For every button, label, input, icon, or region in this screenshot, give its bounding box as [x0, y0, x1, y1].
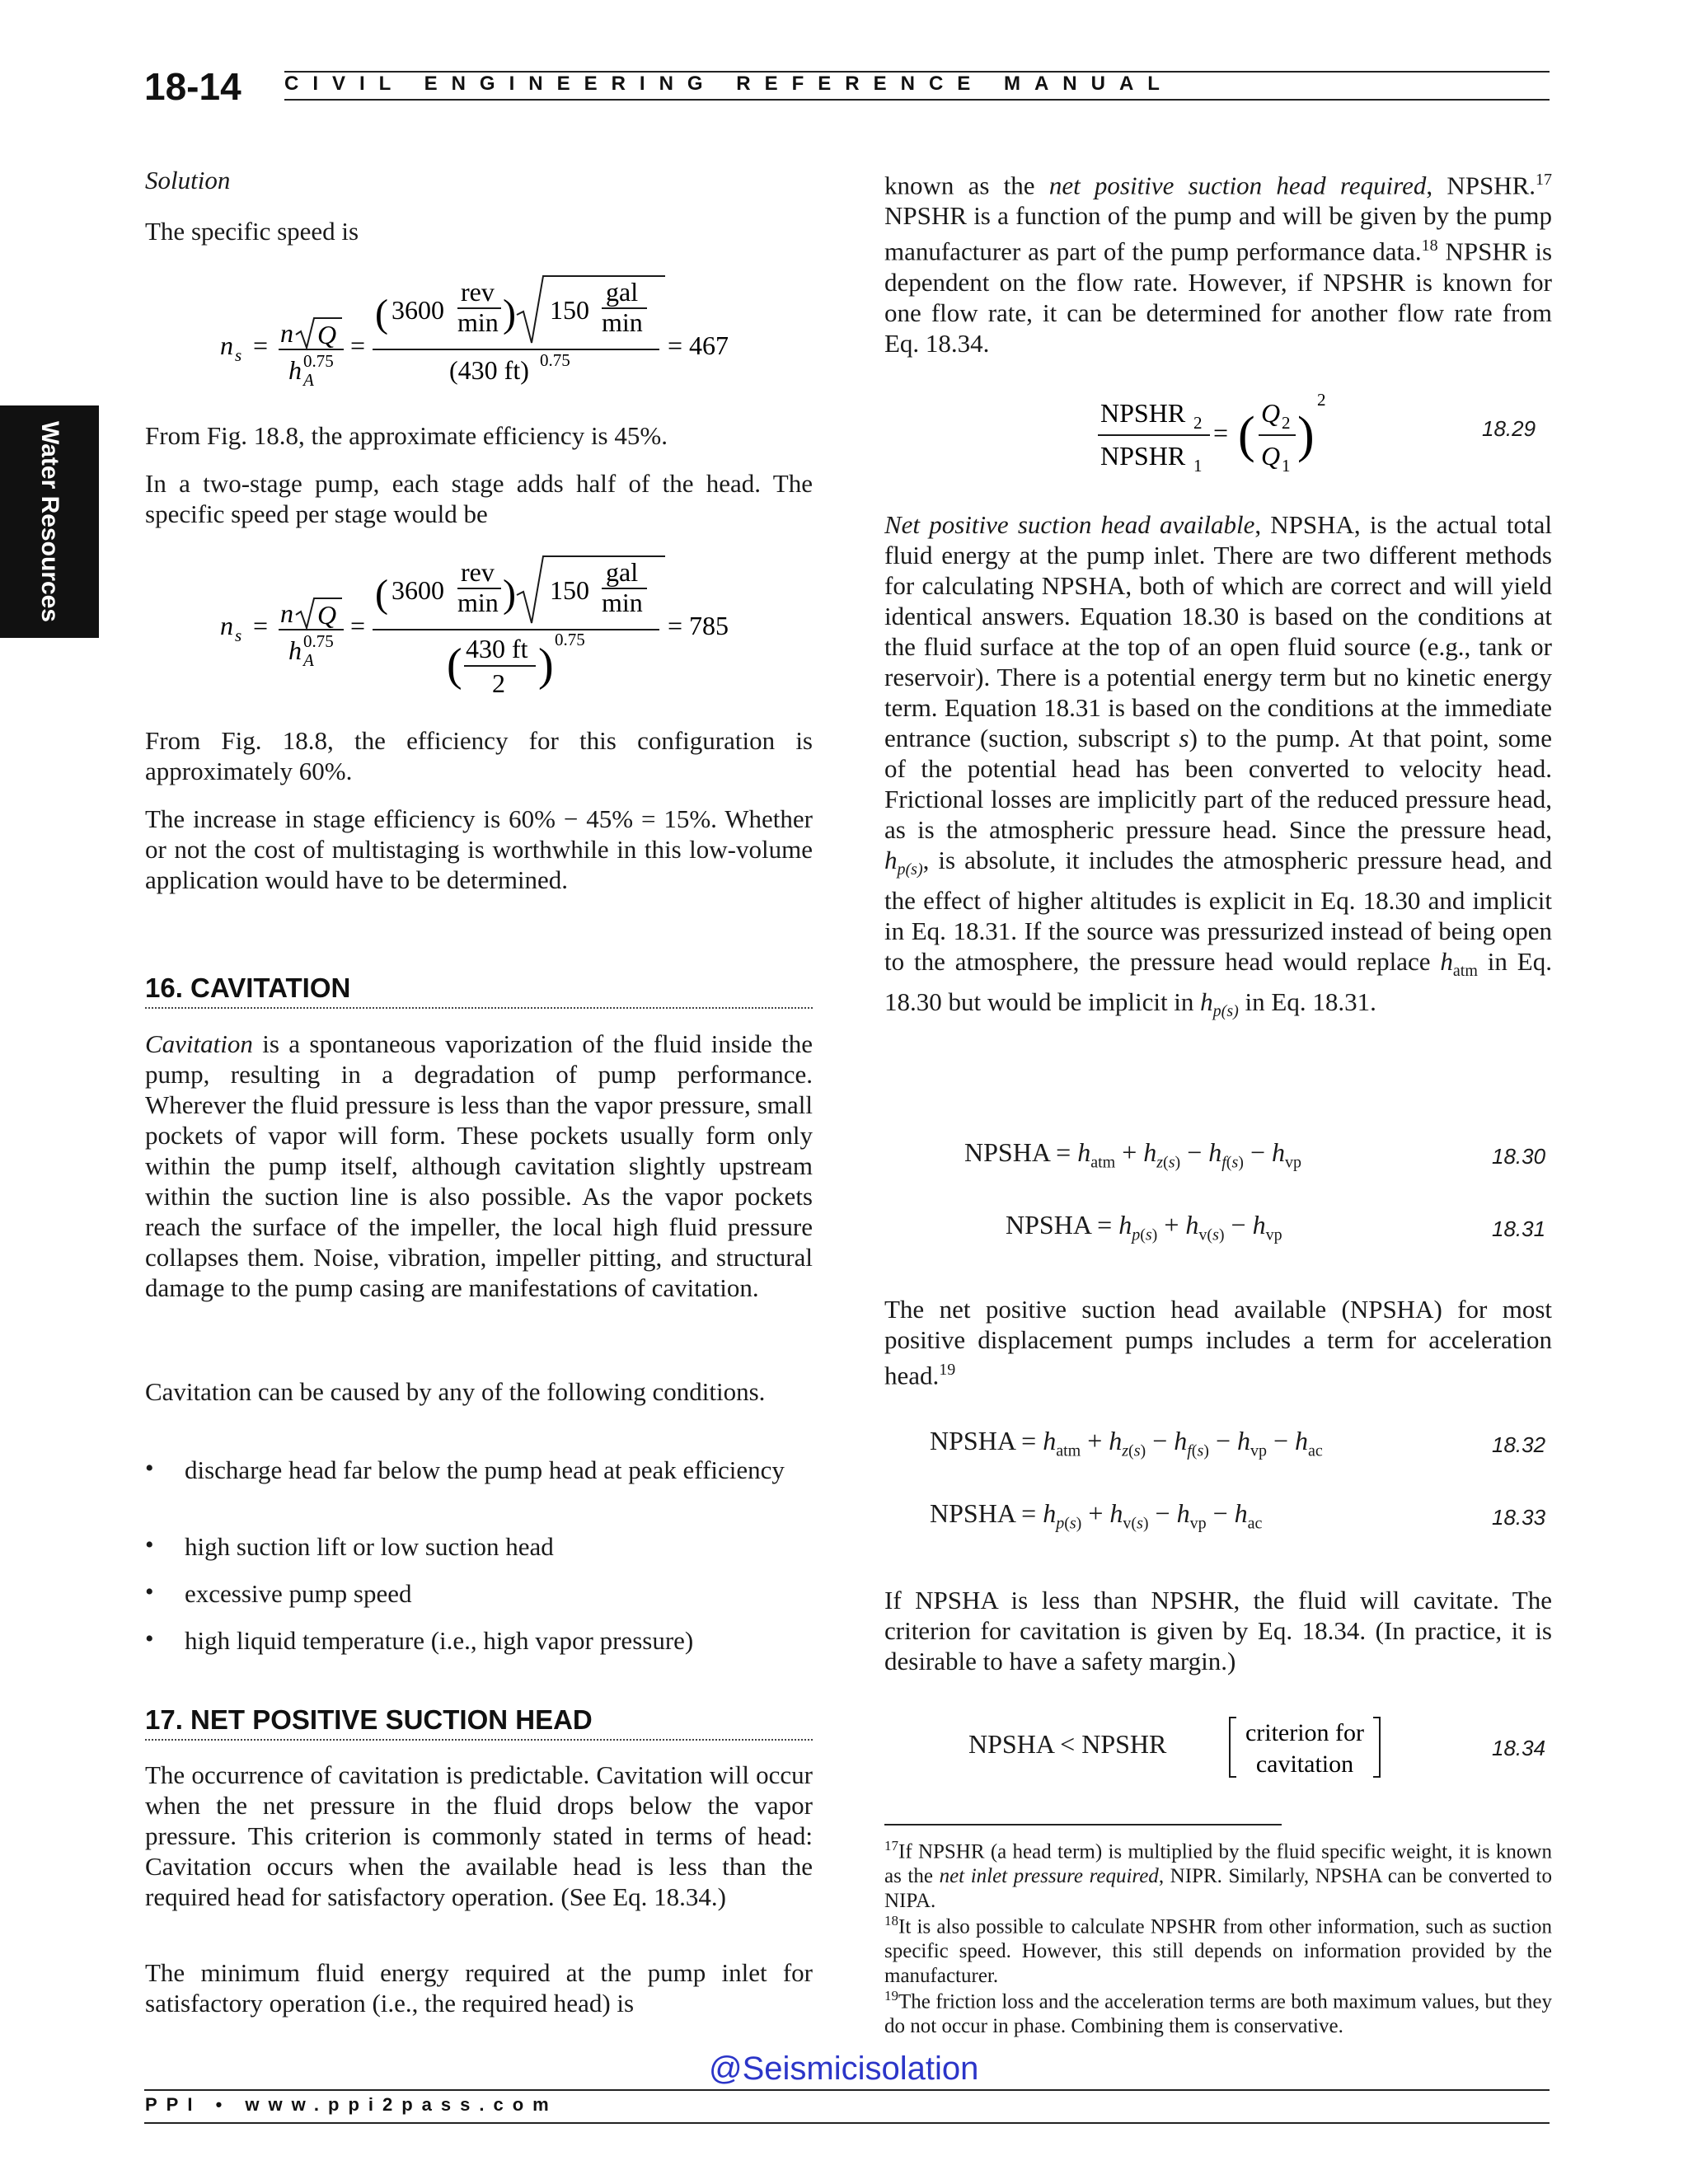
svg-text:(430 ft): (430 ft): [449, 355, 529, 385]
svg-text:1: 1: [1193, 456, 1203, 476]
section-dotted-rule: [145, 1007, 813, 1009]
equation-18-32: NPSHA = $h_{atm} + h_{z(s)} - h_{f(s)} - h_{vp} - h_{ac}$: [930, 1426, 1323, 1460]
svg-text:430 ft: 430 ft: [466, 634, 528, 663]
svg-text:gal: gal: [606, 557, 639, 587]
svg-text:): ): [503, 292, 516, 335]
svg-text:=: =: [1213, 418, 1229, 448]
list-item: high liquid temperature (i.e., high vapor pressure): [185, 1626, 694, 1655]
running-title: CIVIL ENGINEERING REFERENCE MANUAL: [284, 73, 1174, 95]
paragraph-occurrence: The occurrence of cavitation is predictable. Cavitation will occur when the net pressure in the fluid drops below the vapor pressure. This criterion is commonly stated in terms of head: Cavitation occurs when the available head is less than the required head for satisfactory operation. (See Eq. 18.34.): [145, 1760, 813, 1911]
svg-text:Q: Q: [317, 320, 337, 349]
section-heading-npsh: 17. NET POSITIVE SUCTION HEAD: [145, 1704, 593, 1735]
svg-text:2: 2: [1282, 413, 1291, 433]
svg-text:cavitation: cavitation: [1255, 1750, 1354, 1778]
svg-text:gal: gal: [606, 277, 639, 307]
equation-number: 18.33: [1492, 1505, 1546, 1530]
svg-text:2: 2: [492, 668, 505, 698]
footnote-19: $^{19}$The friction loss and the acceleration terms are both maximum values, but they do not occur in phase. Combining them is conservative.: [884, 1988, 1552, 2038]
svg-text:(: (: [375, 572, 388, 616]
paragraph-cavitation: Cavitation is a spontaneous vaporization of the fluid inside the pump, resulting in a degradation of pump performance. Wherever the fluid pressure is less than the vapor pressure, small pockets of vapor will form. These pockets usually form only within the pump itself, although cavitation slightly upstream within the suction line is also possible. As the vapor pockets reach the surface of the impeller, the local high fluid pressure collapses them. Noise, vibration, impeller pitting, and structural damage to the pump casing are manifestations of cavitation.: [145, 1029, 813, 1302]
svg-text:Q: Q: [317, 600, 337, 630]
svg-text:h: h: [288, 635, 302, 665]
svg-text:A: A: [303, 370, 314, 390]
footnote-18: $^{18}$It is also possible to calculate NPSHR from other information, such as suction specific speed. However, this still depends on information provided by the manufacturer.: [884, 1913, 1552, 1988]
svg-text:Q: Q: [1261, 398, 1281, 428]
svg-text:0.75: 0.75: [540, 350, 570, 370]
paragraph-cavitation-causes: Cavitation can be caused by any of the following conditions.: [145, 1377, 766, 1406]
svg-text:0.75: 0.75: [555, 630, 585, 649]
footer-publisher: PPI • www.ppi2pass.com: [145, 2094, 558, 2115]
svg-text:=: =: [253, 611, 269, 640]
svg-text:=: =: [350, 611, 366, 640]
svg-text:min: min: [602, 307, 643, 337]
svg-text:2: 2: [1317, 390, 1326, 410]
svg-text:min: min: [457, 588, 499, 617]
svg-text:3600: 3600: [392, 295, 444, 325]
svg-text:=: =: [350, 330, 366, 360]
list-item: discharge head far below the pump head at peak efficiency: [185, 1455, 785, 1484]
footnote-rule: [884, 1824, 1282, 1825]
watermark: @Seismicisolation: [709, 2050, 979, 2087]
equation-number: 18.31: [1492, 1216, 1546, 1241]
solution-label: Solution: [145, 166, 231, 194]
svg-text:criterion for: criterion for: [1245, 1719, 1365, 1746]
svg-text:(: (: [1238, 407, 1255, 463]
svg-text:2: 2: [1193, 413, 1203, 433]
equation-18-31: NPSHA = $h_{p(s)} + h_{v(s)} - h_{vp}$: [1006, 1210, 1282, 1244]
bullet-dot: •: [145, 1578, 154, 1605]
svg-text:A: A: [303, 650, 314, 670]
svg-text:min: min: [457, 307, 499, 337]
paragraph-efficiency-config: From Fig. 18.8, the efficiency for this configuration is approximately 60%.: [145, 726, 813, 785]
paragraph-specific-speed: The specific speed is: [145, 217, 359, 246]
paragraph-cavitation-criterion: If NPSHA is less than NPSHR, the fluid will cavitate. The criterion for cavitation is given by Eq. 18.34. (In practice, it is desirable to have a safety margin.): [884, 1586, 1552, 1675]
svg-text:=: =: [253, 330, 269, 360]
bullet-dot: •: [145, 1455, 154, 1482]
svg-text:): ): [1297, 407, 1315, 463]
svg-text:NPSHR: NPSHR: [1100, 398, 1186, 428]
svg-text:(: (: [375, 292, 388, 335]
bullet-dot: •: [145, 1531, 154, 1558]
svg-text:): ): [538, 640, 554, 691]
svg-text:= 785: = 785: [668, 611, 729, 640]
paragraph-npsha: Net positive suction head available, NPSHA, is the actual total fluid energy at the pump inlet. There are two different methods for calculating NPSHA, both of which are correct and will yield identical answers. Equation 18.30 is based on the conditions at the fluid surface at the top of an open fluid source (e.g., tank or reservoir). There is a potential energy term but no kinetic energy term. Equation 18.31 is based on the conditions at the immediate entrance (suction, subscript s) to the pump. At that point, some of the potential head has been converted to velocity head. Frictional losses are implicitly part of the reduced pressure head, as is the atmospheric pressure head. Since the pressure head, $h_{p(s)}$, is absolute, it includes the atmospheric pressure head, and the effect of higher altitudes is explicit in Eq. 18.30 and implicit in Eq. 18.31. If the source was pressurized instead of being open to the atmosphere, the pressure head would replace $h_{atm}$ in Eq. 18.30 but would be implicit in $h_{p(s)}$ in Eq. 18.31.: [884, 510, 1553, 1021]
svg-text:(: (: [447, 640, 462, 691]
equation-number: 18.30: [1492, 1144, 1546, 1169]
equation-number: 18.34: [1492, 1736, 1546, 1760]
section-dotted-rule: [145, 1739, 813, 1741]
side-tab-label: Water Resources: [36, 421, 63, 622]
svg-text:Q: Q: [1261, 441, 1281, 471]
bullet-dot: •: [145, 1625, 154, 1652]
svg-text:rev: rev: [461, 277, 495, 307]
svg-text:n: n: [220, 330, 233, 360]
svg-text:= 467: = 467: [668, 330, 729, 360]
bracket-criterion: [1226, 1714, 1391, 1780]
equation-number: 18.29: [1482, 416, 1536, 441]
footnote-17: $^{17}$If NPSHR (a head term) is multiplied by the fluid specific weight, it is known as the net inlet pressure required, NIPR. Similarly, NPSHA can be converted to NIPA.: [884, 1838, 1552, 1913]
equation-specific-speed: [210, 272, 804, 391]
equation-18-33: NPSHA = $h_{p(s)} + h_{v(s)} - h_{vp} - h_{ac}$: [930, 1498, 1263, 1533]
footer-rule-bottom: [144, 2122, 1550, 2124]
svg-text:3600: 3600: [392, 575, 444, 605]
equation-number: 18.32: [1492, 1432, 1546, 1457]
paragraph-npshr: known as the net positive suction head required, NPSHR.$^{17}$ NPSHR is a function of the pump and will be given by the pump manufacturer as part of the pump performance data.$^{18}$ NPSHR is dependent on the flow rate. However, if NPSHR is known for one flow rate, it can be determined for another flow rate from Eq. 18.34.: [884, 171, 1553, 358]
paragraph-positive-displacement: The net positive suction head available (NPSHA) for most positive displacement pumps includes a term for acceleration head.$^{19}$: [884, 1295, 1552, 1390]
section-side-tab: [0, 405, 99, 638]
svg-text:s: s: [235, 345, 242, 365]
equation-specific-speed-per-stage: [210, 552, 804, 705]
equation-18-34: NPSHA < NPSHR: [968, 1729, 1167, 1759]
svg-text:0.75: 0.75: [303, 351, 334, 371]
page-number: 18-14: [144, 65, 241, 108]
svg-text:n: n: [280, 318, 293, 348]
paragraph-approx-efficiency: From Fig. 18.8, the approximate efficiency is 45%.: [145, 421, 668, 450]
svg-text:): ): [503, 572, 516, 616]
svg-text:NPSHR: NPSHR: [1100, 441, 1186, 471]
paragraph-two-stage: In a two-stage pump, each stage adds half of the head. The specific speed per stage would be: [145, 469, 813, 528]
equation-18-29: [1088, 387, 1418, 478]
svg-text:n: n: [220, 611, 233, 640]
svg-text:150: 150: [550, 295, 589, 325]
svg-text:150: 150: [550, 575, 589, 605]
section-heading-cavitation: 16. CAVITATION: [145, 972, 351, 1003]
svg-text:n: n: [280, 598, 293, 628]
svg-text:h: h: [288, 355, 302, 385]
header-rule-bottom: [284, 99, 1550, 101]
svg-text:rev: rev: [461, 557, 495, 587]
svg-text:0.75: 0.75: [303, 631, 334, 651]
equation-18-30: NPSHA = $h_{atm} + h_{z(s)} - h_{f(s)} - h_{vp}$: [964, 1137, 1301, 1172]
list-item: excessive pump speed: [185, 1579, 412, 1608]
footer-rule-top: [144, 2089, 1550, 2091]
list-item: high suction lift or low suction head: [185, 1532, 554, 1561]
svg-text:s: s: [235, 626, 242, 645]
paragraph-minimum-energy: The minimum fluid energy required at the pump inlet for satisfactory operation (i.e., the required head) is: [145, 1958, 813, 2018]
svg-text:min: min: [602, 588, 643, 617]
paragraph-stage-efficiency-increase: The increase in stage efficiency is 60% − 45% = 15%. Whether or not the cost of multistaging is worthwhile in this low-volume application would have to be determined.: [145, 804, 813, 894]
svg-text:1: 1: [1282, 456, 1291, 476]
